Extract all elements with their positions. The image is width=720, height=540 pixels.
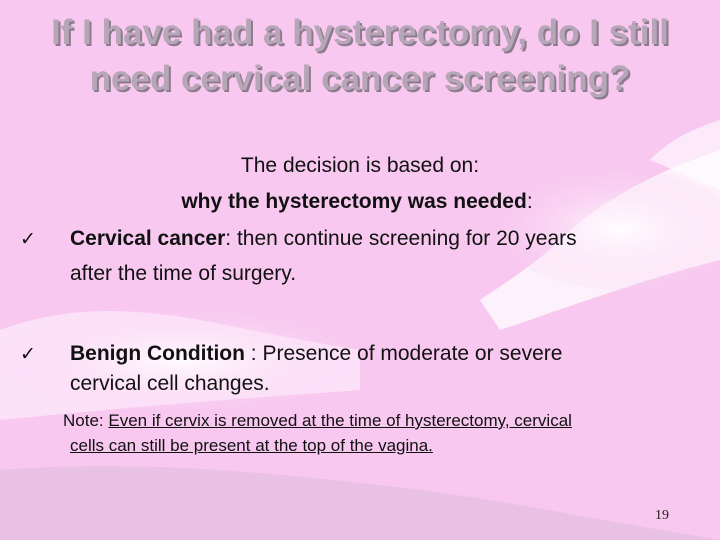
page-number: 19 xyxy=(655,508,669,523)
bullet-benign-condition xyxy=(20,339,700,398)
bullet-continuation: cervical cell changes. xyxy=(70,372,270,395)
bullet-text: : then continue screening for 20 years xyxy=(225,227,577,250)
bullet-label: Benign Condition xyxy=(70,342,245,365)
bullet-label: Cervical cancer xyxy=(70,227,226,250)
intro-question xyxy=(0,190,714,214)
checkmark-icon: ✓ xyxy=(20,344,36,365)
intro-question-colon: : xyxy=(526,190,533,213)
bullet-text: : Presence of moderate or severe xyxy=(244,342,563,365)
intro-question-bold: why the hysterectomy was needed xyxy=(181,190,527,213)
note-line1: Even if cervix is removed at the time of hysterectomy, cervical xyxy=(108,411,572,430)
note-prefix: Note: xyxy=(63,411,109,430)
checkmark-icon: ✓ xyxy=(20,229,36,250)
note xyxy=(63,408,703,458)
bullet-cervical-cancer xyxy=(20,222,700,291)
slide-title: If I have had a hysterectomy, do I still need cervical cancer screening? xyxy=(51,13,669,98)
bullet-continuation: after the time of surgery. xyxy=(70,262,297,285)
intro-line: The decision is based on: xyxy=(240,154,480,177)
note-line2: cells can still be present at the top of the vagina. xyxy=(70,436,433,455)
